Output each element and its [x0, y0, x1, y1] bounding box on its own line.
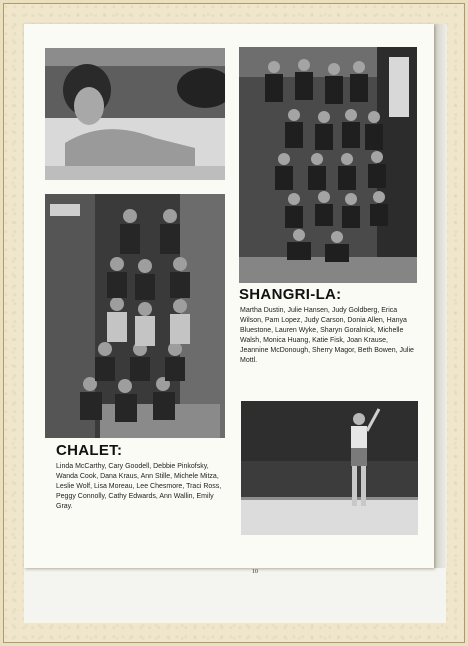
yearbook-page — [24, 24, 434, 575]
chalet-names: Linda McCarthy, Cary Goodell, Debbie Pinkofsky, Wanda Cook, Dana Kraus, Ann Stille, Michele Mitza, Leslie Wolf, Lisa Moreau, Lee Chesmore, Traci Ross, Peggy Connolly, Cathy Edwards, Ann Wallin, Emily Gray. — [56, 463, 222, 510]
next-page-edge — [24, 568, 446, 623]
photo-sunbathing-girl — [45, 48, 225, 180]
chalet-heading: CHALET: — [56, 442, 123, 459]
page-spine — [434, 24, 447, 568]
page-number: 10 — [252, 569, 258, 575]
shangri-la-heading: SHANGRI-LA: — [239, 286, 342, 303]
photo-tennis-girl — [241, 401, 418, 535]
photo-shangri-la-group — [239, 47, 417, 283]
photo-chalet-group — [45, 194, 225, 438]
shangri-la-names: Martha Dustin, Julie Hansen, Judy Goldberg, Erica Wilson, Pam Lopez, Judy Carson, Donia Allen, Hanya Bluestone, Lauren Wyke, Sharyn Goralnick, Michelle Walsh, Monica Huang, Katie Fisk, Joan Krause, Jeannine McDonough, Sherry Magor, Beth Bowen, Julie Mottl. — [240, 307, 414, 364]
